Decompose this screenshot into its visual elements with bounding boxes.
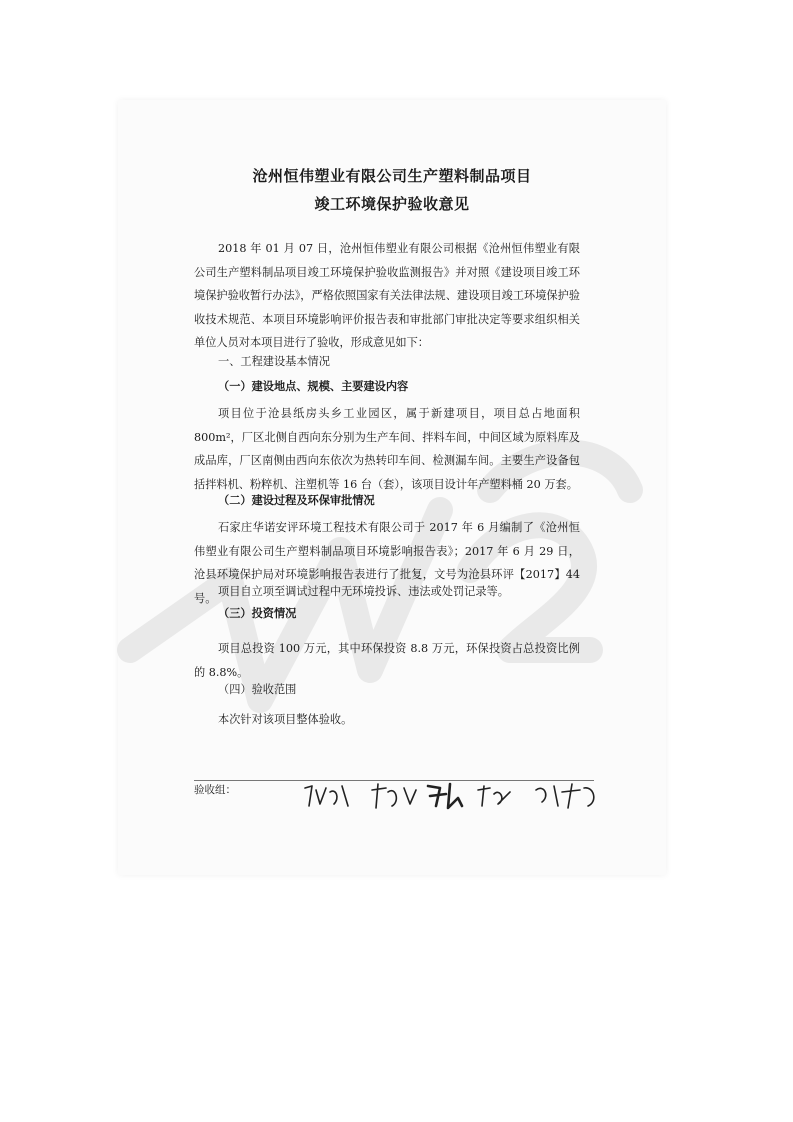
subsection-heading-1: （一）建设地点、规模、主要建设内容 xyxy=(218,379,409,393)
signature-label: 验收组： xyxy=(194,784,236,796)
complaint-paragraph: 项目自立项至调试过程中无环境投诉、违法或处罚记录等。 xyxy=(218,585,509,598)
construction-paragraph: 项目位于沧县纸房头乡工业园区，属于新建项目，项目总占地面积 800m²，厂区北侧自西向东分别为生产车间、拌料车间，中间区域为原料库及成品库，厂区南侧由西向东依次为热转印车间、检测漏车间。主要生产设备包括拌料机、粉粹机、注塑机等 16 台（套），该项目设计年产塑料桶 20 万套。 xyxy=(194,407,580,491)
intro-paragraph: 2018 年 01 月 07 日，沧州恒伟塑业有限公司根据《沧州恒伟塑业有限公司生产塑料制品项目竣工环境保护验收监测报告》并对照《建设项目竣工环境保护验收暂行办法》，严格依照国家有关法律法规、建设项目竣工环境保护验收技术规范、本项目环境影响评价报告表和审批部门审批决定等要求组织相关单位人员对本项目进行了验收，形成意见如下： xyxy=(194,242,580,349)
document-title: 沧州恒伟塑业有限公司生产塑料制品项目 xyxy=(252,167,532,185)
scope-paragraph: 本次针对该项目整体验收。 xyxy=(218,713,353,726)
subsection-heading-2: （二）建设过程及环保审批情况 xyxy=(218,493,375,507)
document-subtitle: 竣工环境保护验收意见 xyxy=(314,195,470,213)
handwritten-signatures xyxy=(300,776,620,816)
investment-paragraph: 项目总投资 100 万元，其中环保投资 8.8 万元，环保投资占总投资比例的 8.8%。 xyxy=(194,642,580,679)
section-heading-1: 一、工程建设基本情况 xyxy=(218,355,330,368)
subsection-heading-3: （三）投资情况 xyxy=(218,606,297,620)
subsection-heading-4: （四）验收范围 xyxy=(218,683,297,696)
approval-paragraph: 石家庄华诺安评环境工程技术有限公司于 2017 年 6 月编制了《沧州恒伟塑业有限公司生产塑料制品项目环境影响报告表》；2017 年 6 月 29 日，沧县环境保护局对环境影响报告表进行了批复，文号为沧县环评【2017】44 号。 xyxy=(194,521,580,605)
